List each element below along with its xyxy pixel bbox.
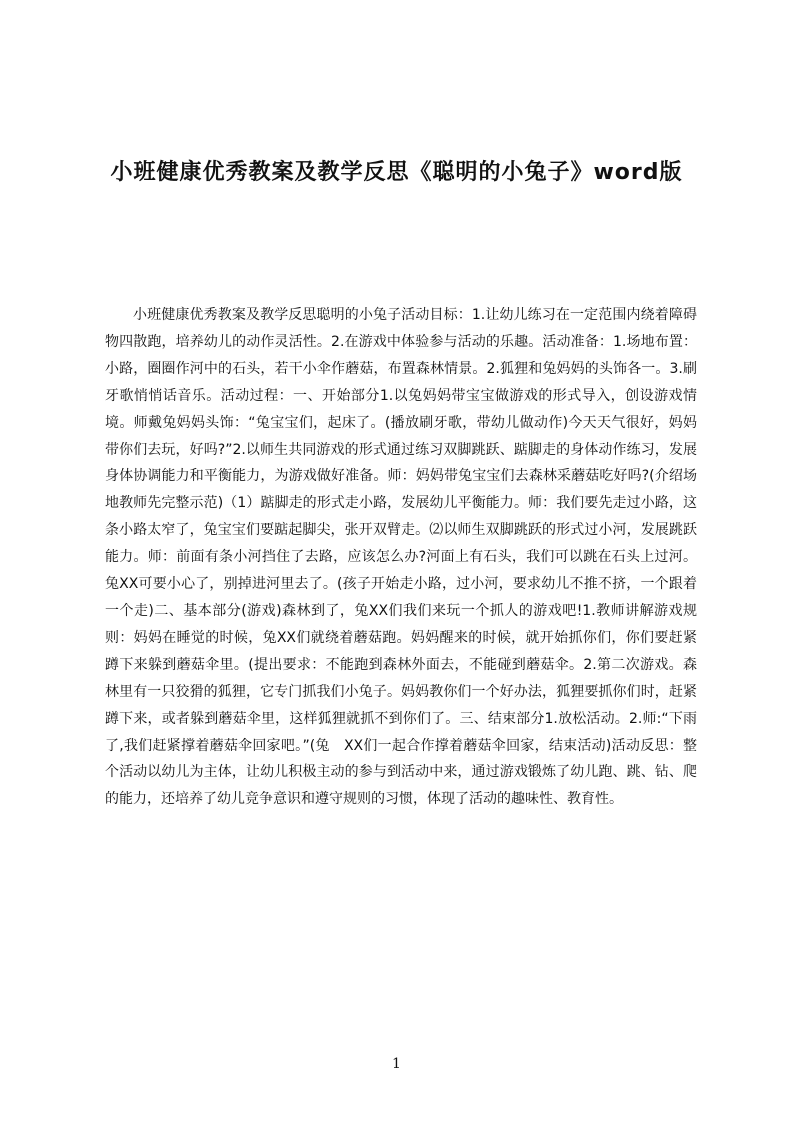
page-number: 1 — [392, 1056, 401, 1072]
document-title: 小班健康优秀教案及教学反思《聪明的小兔子》word版 — [110, 159, 683, 185]
lesson-plan-body: 小班健康优秀教案及教学反思聪明的小兔子活动目标：1.让幼儿练习在一定范围内绕着障碍物四散跑，培养幼儿的动作灵活性。2.在游戏中体验参与活动的乐趣。活动准备：1.场地布置：小路，圈圈作河中的石头，若干小伞作蘑菇，布置森林情景。2.狐狸和兔妈妈的头饰各一。3.刷牙歌悄悄话音乐。活动过程：一、开始部分1.以兔妈妈带宝宝做游戏的形式导入，创设游戏情境。师戴兔妈妈头饰：“兔宝宝们，起床了。(播放刷牙歌，带幼儿做动作)今天天气很好，妈妈带你们去玩，好吗?”2.以师生共同游戏的形式通过练习双脚跳跃、踮脚走的身体动作练习，发展身体协调能力和平衡能力，为游戏做好准备。师：妈妈带兔宝宝们去森林采蘑菇吃好吗?(介绍场地教师先完整示范)（1）踮脚走的形式走小路，发展幼儿平衡能力。师：我们要先走过小路，这条小路太窄了，兔宝宝们要踮起脚尖，张开双臂走。⑵以师生双脚跳跃的形式过小河，发展跳跃能力。师：前面有条小河挡住了去路，应该怎么办?河面上有石头，我们可以跳在石头上过河。兔XX可要小心了，别掉进河里去了。(孩子开始走小路，过小河，要求幼儿不推不挤，一个跟着一个走)二、基本部分(游戏)森林到了，兔XX们我们来玩一个抓人的游戏吧!1.教师讲解游戏规则：妈妈在睡觉的时候，兔XX们就绕着蘑菇跑。妈妈醒来的时候，就开始抓你们，你们要赶紧蹲下来躲到蘑菇伞里。(提出要求：不能跑到森林外面去，不能碰到蘑菇伞。2.第二次游戏。森林里有一只狡猾的狐狸，它专门抓我们小兔子。妈妈教你们一个好办法，狐狸要抓你们时，赶紧蹲下来，或者躲到蘑菇伞里，这样狐狸就抓不到你们了。三、结束部分1.放松活动。2.师:“下雨了,我们赶紧撑着蘑菇伞回家吧。”(兔 XX们一起合作撑着蘑菇伞回家，结束活动)活动反思：整个活动以幼儿为主体，让幼儿积极主动的参与到活动中来，通过游戏锻炼了幼儿跑、跳、钻、爬的能力，还培养了幼儿竞争意识和遵守规则的习惯，体现了活动的趣味性、教育性。 — [105, 307, 697, 808]
